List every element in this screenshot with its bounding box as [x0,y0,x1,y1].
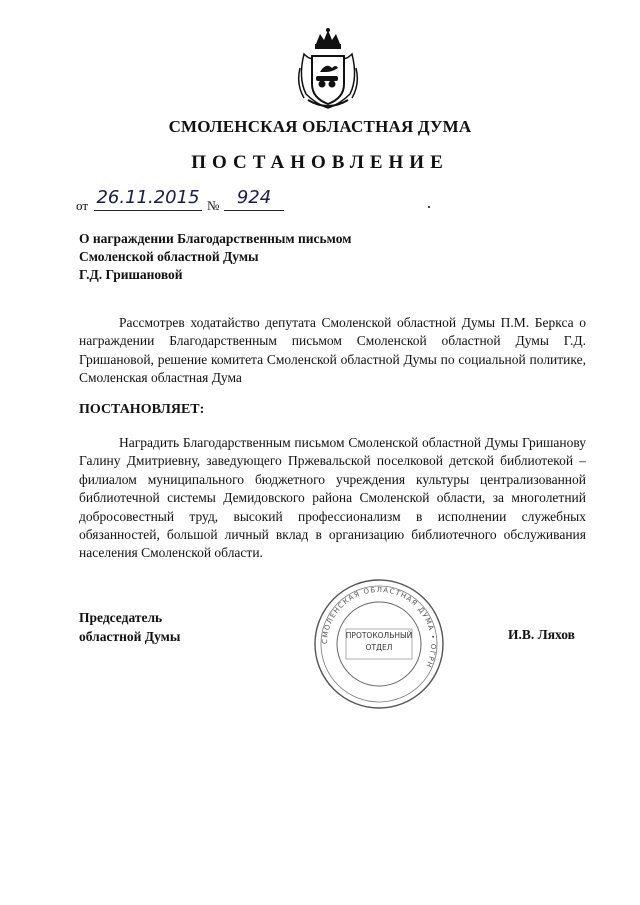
subject-line: О награждении Благодарственным письмом [79,231,352,246]
organization-name: СМОЛЕНСКАЯ ОБЛАСТНАЯ ДУМА [168,117,472,136]
date-from-label: от [76,198,89,213]
signer-title-line: Председатель [79,610,163,625]
number-label: № [207,198,220,213]
stamp-center-line: ПРОТОКОЛЬНЫЙ [345,631,413,640]
signer-name: И.В. Ляхов [508,627,575,642]
subject-line: Г.Д. Гришановой [79,267,183,282]
resolves-heading: ПОСТАНОВЛЯЕТ: [79,402,205,417]
handwritten-number: 924 [224,186,284,211]
document-type-title: ПОСТАНОВЛЕНИЕ [191,152,449,173]
scan-artifact [428,206,430,208]
stamp-center-line: ОТДЕЛ [365,643,393,652]
signer-title [79,608,180,646]
signer-title-line: областной Думы [79,629,181,644]
handwritten-date: 26.11.2015 [94,186,202,211]
document-subject [79,230,419,284]
svg-text:СМОЛЕНСКАЯ ОБЛАСТНАЯ ДУМА • ОГ [321,586,437,669]
stamp-ring-text: СМОЛЕНСКАЯ ОБЛАСТНАЯ ДУМА • ОГРН [320,585,438,670]
stamp-center-text [312,630,446,654]
resolution-paragraph: Наградить Благодарственным письмом Смоленской областной Думы Гришанову Галину Дмитриевну, заведующего Пржевальской поселковой детской библиотекой – филиалом муниципального бюджетного учреждения культуры централизованной библиотечной системы Демидовского района Смоленской области, за многолетний добросовестный труд, высокий профессионализм в исполнении служебных обязанностей, большой личный вклад в организацию библиотечного обслуживания населения Смоленской области. [79,435,586,561]
subject-line: Смоленской областной Думы [79,249,259,264]
coat-of-arms-emblem [296,28,360,112]
preamble-paragraph: Рассмотрев ходатайство депутата Смоленской областной Думы П.М. Беркса о награждении Благодарственным письмом Смоленской областной Думы Г.Д. Гришановой, решение комитета Смоленской областной Думы по социальной политике, Смоленская областная Дума [79,315,586,386]
date-number-line [76,188,316,216]
